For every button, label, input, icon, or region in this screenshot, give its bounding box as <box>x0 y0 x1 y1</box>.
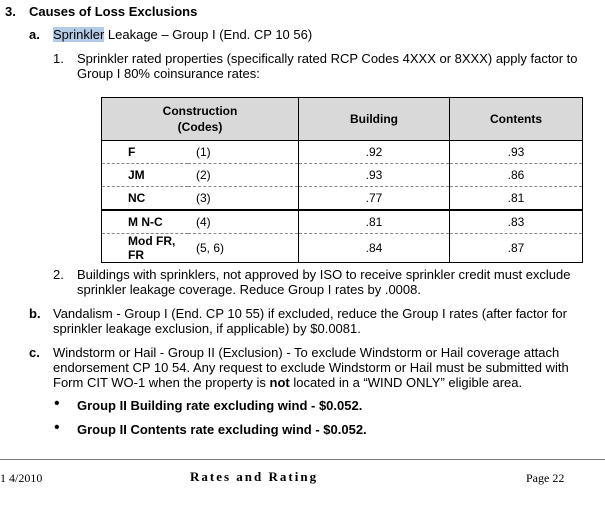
row-contents: .86 <box>450 164 583 187</box>
item-a-title <box>53 27 312 42</box>
item-c-line3-bold: not <box>269 375 290 390</box>
bullet-icon: • <box>54 395 60 412</box>
item-b-letter: b. <box>29 306 41 321</box>
row-name: M N-C <box>102 210 189 234</box>
table-row <box>102 141 583 164</box>
table-row <box>102 210 583 234</box>
bullet-building-rate: Group II Building rate excluding wind - $0.052. <box>77 398 363 413</box>
row-building: .84 <box>299 234 450 263</box>
section-title: Causes of Loss Exclusions <box>29 4 198 19</box>
item-c-line2: endorsement CP 10 54. Any request to exclude Windstorm or Hail must be submitted with <box>53 360 569 375</box>
item-c-line3-after: located in a “WIND ONLY” eligible area. <box>289 375 523 390</box>
row-code: (1) <box>188 141 299 164</box>
row-contents: .83 <box>450 210 583 234</box>
item-c-line1: Windstorm or Hail - Group II (Exclusion) - To exclude Windstorm or Hail coverage attach <box>53 345 560 360</box>
header-construction-line2: (Codes) <box>177 120 223 134</box>
footer-date: 1 4/2010 <box>0 471 43 485</box>
item-a-sub2-text <box>77 267 571 297</box>
item-a-sub1-text <box>77 51 578 81</box>
section-number: 3. <box>5 4 16 19</box>
item-c-text <box>53 345 569 390</box>
item-a-sub1-line1: Sprinkler rated properties (specifically rated RCP Codes 4XXX or 8XXX) apply factor to <box>77 51 578 66</box>
item-a-title-rest: Leakage – Group I (End. CP 10 56) <box>104 27 313 42</box>
row-building: .77 <box>299 187 450 211</box>
row-name: JM <box>102 164 189 187</box>
item-c-line3 <box>53 375 569 390</box>
row-building: .81 <box>299 210 450 234</box>
row-code: (2) <box>188 164 299 187</box>
bullet-icon: • <box>54 419 60 436</box>
header-contents: Contents <box>450 98 583 141</box>
item-a-sub1-line2: Group I 80% coinsurance rates: <box>77 66 260 81</box>
row-contents: .93 <box>450 141 583 164</box>
item-a-sub2-line1: Buildings with sprinklers, not approved by ISO to receive sprinkler credit must exclude <box>77 267 571 282</box>
header-building: Building <box>299 98 450 141</box>
row-code: (3) <box>188 187 299 211</box>
table-row <box>102 164 583 187</box>
item-a-letter: a. <box>29 27 40 42</box>
sprinkler-factor-table <box>101 97 583 263</box>
item-c-letter: c. <box>29 345 40 360</box>
item-a-sub2-number: 2. <box>53 267 64 282</box>
row-code: (5, 6) <box>188 234 299 263</box>
row-code: (4) <box>188 210 299 234</box>
header-construction <box>102 98 299 141</box>
bullet-contents-rate: Group II Contents rate excluding wind - $0.052. <box>77 422 367 437</box>
table-row <box>102 234 583 263</box>
table-row <box>102 187 583 211</box>
item-b-line1: Vandalism - Group I (End. CP 10 55) if excluded, reduce the Group I rates (after factor for <box>53 306 567 321</box>
row-name: F <box>102 141 189 164</box>
row-name: Mod FR, FR <box>102 234 189 263</box>
item-c-line3-before: Form CIT WO-1 when the property is <box>53 375 270 390</box>
header-construction-line1: Construction <box>162 104 238 118</box>
item-b-line2: sprinkler leakage exclusion, if applicable) by $0.0081. <box>53 321 361 336</box>
search-highlight: Sprinkler <box>53 27 105 42</box>
row-contents: .87 <box>450 234 583 263</box>
footer-page-number: Page 22 <box>526 471 565 485</box>
item-a-sub1-number: 1. <box>53 51 64 66</box>
item-a-sub2-line2: sprinkler leakage coverage. Reduce Group I rates by .0008. <box>77 282 421 297</box>
footer-title: Rates and Rating <box>190 469 319 484</box>
row-contents: .81 <box>450 187 583 211</box>
footer-divider <box>0 459 605 460</box>
row-building: .93 <box>299 164 450 187</box>
row-name: NC <box>102 187 189 211</box>
row-building: .92 <box>299 141 450 164</box>
table-header-row <box>102 98 583 141</box>
item-b-text <box>53 306 567 336</box>
